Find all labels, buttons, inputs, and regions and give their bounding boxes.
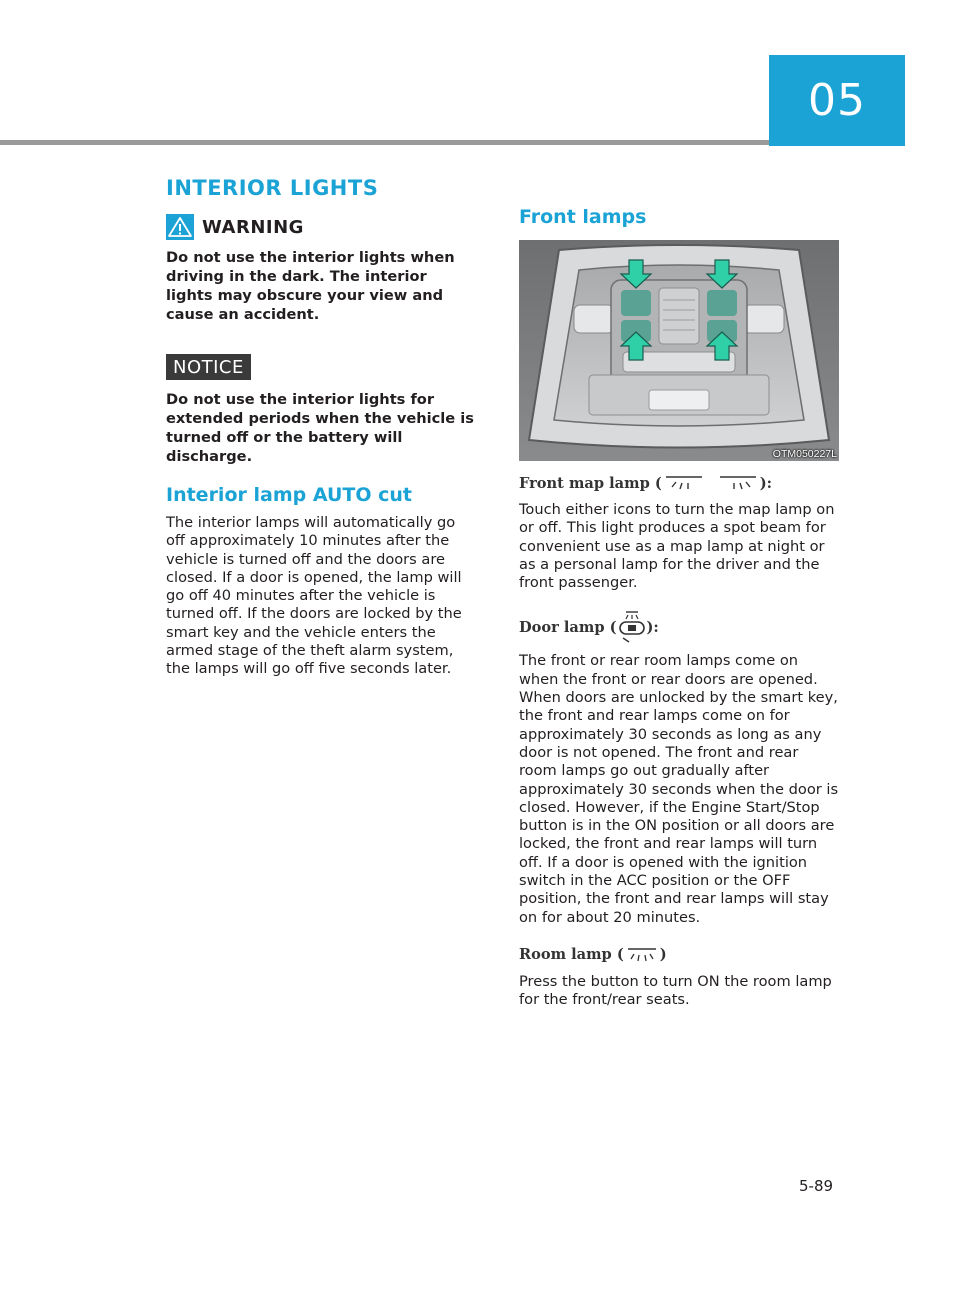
map-lamp-label: Front map lamp ( ): — [519, 474, 773, 492]
map-lamp-text: Touch either icons to turn the map lamp on or off. This light produces a spot beam for convenient use as a map lamp at night or as a personal lamp for the driver and the front passenger. — [519, 501, 835, 592]
door-lamp-label: Door lamp ( ): — [519, 610, 839, 644]
room-lamp-icon — [624, 945, 660, 965]
room-lamp-text: Press the button to turn ON the room lamp for the front/rear seats. — [519, 972, 832, 1009]
door-lamp-text: The front or rear room lamps come on when the front or rear doors are opened. When doors are unlocked by the smart key, the front and rear lamps come on for approximately 30 seconds as long as any door is not opened. The front and rear room lamps go out gradually after approximately 30 seconds when the door is closed. However, if the Engine Start/Stop button is in the ON position or all doors are locked, the front and rear lamps will turn off. If a door is opened with the ignition switch in the ACC position or the OFF position, the front and rear lamps will stay on for about 20 minutes. — [519, 652, 839, 926]
auto-cut-heading: Interior lamp AUTO cut — [166, 484, 412, 506]
section-title: INTERIOR LIGHTS — [166, 176, 379, 200]
auto-cut-text: The interior lamps will automatically go off approximately 10 minutes after the vehicle is turned off and the doors are closed. If a door is opened, the lamp will go off 40 minutes after the vehicle is turned off. If the doors are locked by the smart key and the vehicle enters the armed stage of the theft alarm system, the lamps will go off five seconds later. — [166, 514, 462, 678]
front-map-lamp-left-icon — [662, 473, 706, 493]
notice-badge: NOTICE — [166, 354, 251, 380]
notice-text: Do not use the interior lights for extended periods when the vehicle is turned off or the battery will discharge. — [166, 391, 474, 465]
figure-code: OTM050227L — [772, 448, 837, 460]
overhead-console-illustration — [519, 240, 839, 461]
door-lamp-icon — [617, 610, 647, 644]
right-column — [519, 206, 839, 1010]
warning-text: Do not use the interior lights when driving in the dark. The interior lights may obscure your view and cause an accident. — [166, 249, 455, 323]
header-rule — [0, 140, 769, 145]
chapter-number: 05 — [808, 75, 866, 126]
front-map-lamp-right-icon — [716, 473, 760, 493]
page-number: 5-89 — [799, 1177, 834, 1195]
warning-label: WARNING — [202, 216, 304, 238]
console-drawing — [519, 240, 839, 461]
front-lamps-heading: Front lamps — [519, 206, 647, 228]
room-lamp-label: Room lamp ( ) — [519, 946, 667, 964]
warning-icon — [166, 214, 194, 240]
warning-header — [166, 214, 478, 240]
chapter-tab — [769, 55, 905, 146]
left-column — [166, 212, 478, 679]
